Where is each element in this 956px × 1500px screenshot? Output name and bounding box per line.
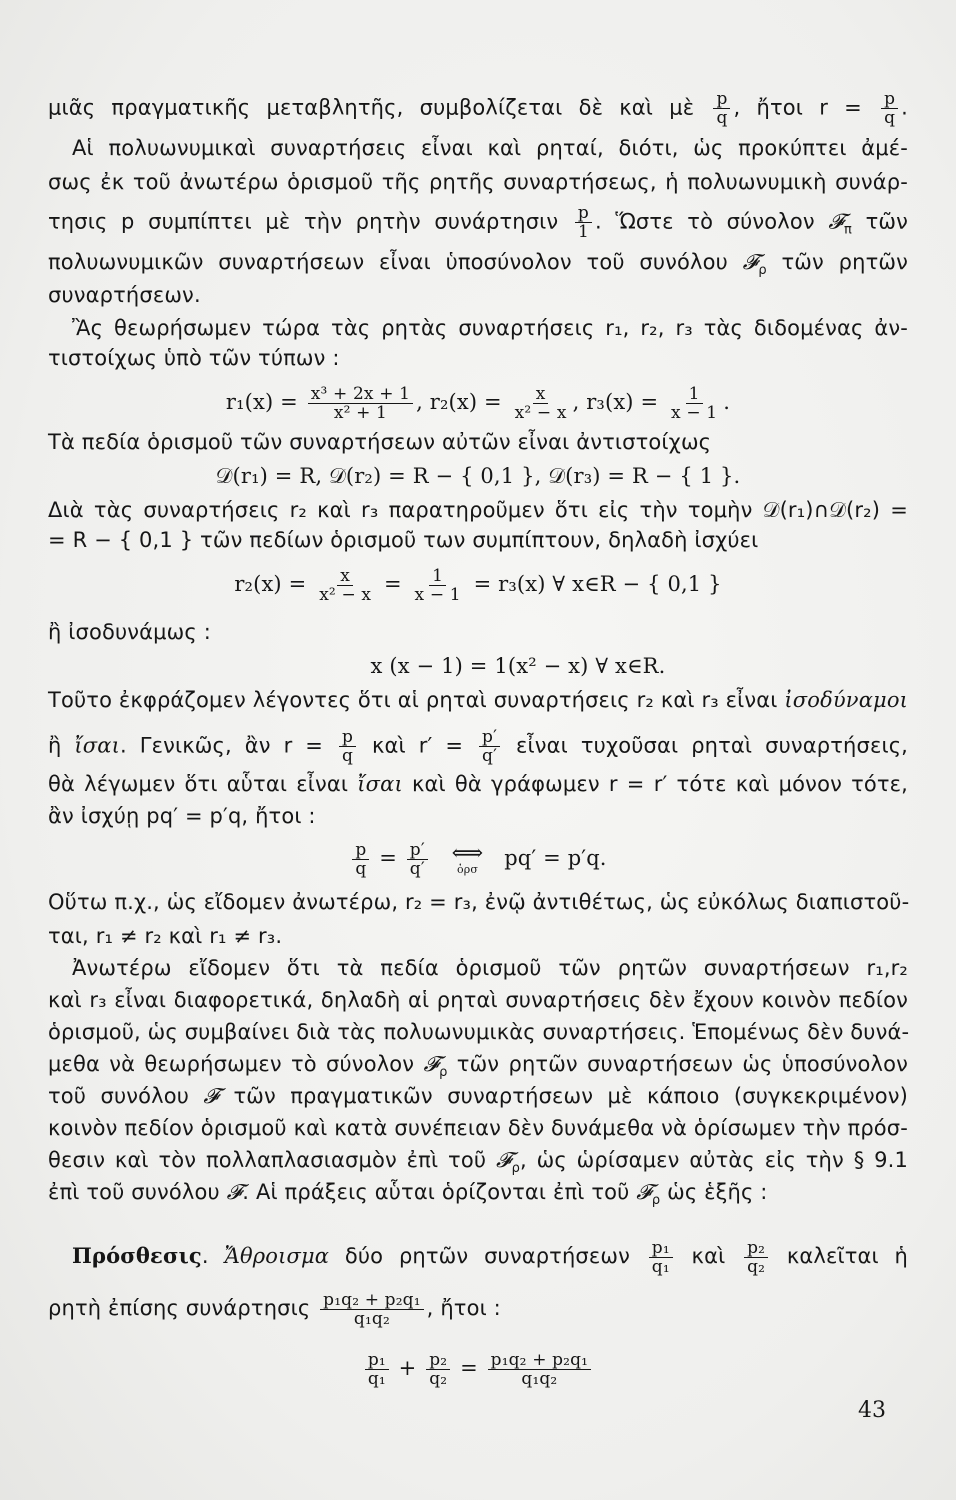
- fraction-x-over-x2-minus-x: [316, 567, 374, 604]
- denominator: q′: [409, 859, 425, 879]
- formula-r1-r2-r3: [48, 382, 908, 422]
- plus-sign: +: [391, 1356, 424, 1380]
- text-span: . Γενικῶς, ἂν r =: [120, 733, 336, 758]
- fraction-p1-q1: [649, 1239, 673, 1276]
- numerator: p: [575, 204, 592, 223]
- formula-text: r₂(x) =: [234, 572, 314, 596]
- fraction-p-q: [713, 90, 730, 127]
- subscript: π: [844, 222, 852, 238]
- italic-term: ἴσαι: [357, 772, 403, 796]
- text-span: ὡς ἑξῆς :: [660, 1180, 768, 1204]
- formula-text: = r₃(x) ∀ x∈R − { 0,1 }: [466, 572, 722, 596]
- text-span: εἶναι τυχοῦσαι ρηταὶ συναρτήσεις,: [503, 733, 908, 758]
- formula-equality-definition: [48, 836, 908, 880]
- fraction-p1-q1: [365, 1351, 389, 1388]
- text-span: τῶν πραγματικῶν συναρτήσεων μὲ κάποιο (συγκεκριμένον): [219, 1084, 908, 1108]
- text-line-25: καὶ r₃ εἶναι διαφορετικά, δηλαδὴ αἱ ρηταὶ συναρτήσεις δὲν ἔχουν κοινὸν πεδίον: [48, 988, 908, 1012]
- denominator: q₁q₂: [521, 1369, 558, 1389]
- period: .: [723, 390, 731, 414]
- text-span: Τοῦτο ἐκφράζομεν λέγοντες ὅτι αἱ ρηταὶ συναρτήσεις r₂ καὶ r₃ εἶναι: [48, 688, 785, 712]
- numerator: p₂: [744, 1239, 768, 1258]
- script-f-symbol: 𝓕: [226, 1180, 243, 1204]
- text-span: πολυωνυμικῶν συναρτήσεων εἶναι ὑποσύνολον τοῦ συνόλου: [48, 250, 743, 274]
- text-span: ἢ: [48, 733, 75, 758]
- text-span: καὶ: [675, 1244, 742, 1268]
- text-line-15: ἢ ἰσοδυνάμως :: [48, 620, 211, 644]
- denominator: x − 1: [414, 585, 461, 605]
- numerator: p′: [479, 728, 500, 747]
- text-line-31: [48, 1178, 908, 1215]
- text-span: τῶν ρητῶν: [766, 250, 908, 274]
- arrow-label: ὁρσ: [456, 862, 479, 876]
- equals-sign: =: [453, 1356, 485, 1380]
- script-f-symbol: 𝓕: [203, 1084, 220, 1108]
- text-line-2: Αἱ πολυωνυμικαὶ συναρτήσεις εἶναι καὶ ρηταί, διότι, ὡς προκύπτει ἀμέ-: [72, 136, 908, 160]
- text-line-6: συναρτήσεων.: [48, 283, 201, 307]
- subscript: ρ: [439, 1065, 448, 1081]
- numerator: x: [533, 385, 549, 404]
- numerator: p₁q₂ + p₂q₁: [320, 1291, 424, 1310]
- text-span: μεθα νὰ θεωρήσωμεν τὸ σύνολον: [48, 1052, 424, 1076]
- formula-domains: 𝒟(r₁) = R, 𝒟(r₂) = R − { 0,1 }, 𝒟(r₃) = R − { 1 }.: [215, 464, 741, 488]
- numerator: x: [337, 567, 353, 586]
- text-span: μιᾶς πραγματικῆς μεταβλητῆς, συμβολίζεται δὲ καὶ μὲ: [48, 95, 711, 120]
- formula-text: =: [372, 846, 404, 870]
- text-line-4: [48, 204, 908, 245]
- text-line-12: Διὰ τὰς συναρτήσεις r₂ καὶ r₃ παρατηροῦμεν ὅτι εἰς τὴν τομὴν 𝒟(r₁)∩𝒟(r₂) =: [48, 498, 908, 522]
- double-arrow-icon: ⟺: [451, 840, 484, 866]
- text-line-23: ται, r₁ ≠ r₂ καὶ r₁ ≠ r₃.: [48, 924, 283, 948]
- script-f-symbol: 𝓕: [495, 1148, 512, 1172]
- text-line-22: Οὕτω π.χ., ὡς εἴδομεν ἀνωτέρω, r₂ = r₃, ἐνῷ ἀντιθέτως, ὡς εὐκόλως διαπιστοῦ-: [48, 890, 910, 914]
- script-f-symbol: 𝓕: [742, 250, 759, 274]
- fraction-pprime-qprime: [479, 728, 500, 765]
- fraction-pprime-qprime: [407, 841, 428, 878]
- text-span: ρητὴ ἐπίσης συνάρτησις: [48, 1296, 318, 1320]
- page-number: 43: [858, 1398, 886, 1423]
- fraction-sum: [488, 1351, 592, 1388]
- numerator: 1: [686, 385, 703, 404]
- text-span: . Αἱ πράξεις αὗται ὁρίζονται ἐπὶ τοῦ: [242, 1180, 637, 1204]
- denominator: q₁: [651, 1256, 670, 1277]
- italic-term: ἴσαι: [74, 733, 120, 758]
- numerator: p: [881, 90, 898, 109]
- text-line-13: = R − { 0,1 } τῶν πεδίων ὁρισμοῦ των συμπίπτουν, δηλαδὴ ἰσχύει: [48, 528, 759, 552]
- text-line-7: Ἂς θεωρήσωμεν τώρα τὰς ρητὰς συναρτήσεις r₁, r₂, r₃ τὰς διδομένας ἀν-: [72, 316, 908, 340]
- denominator: q₂: [429, 1369, 448, 1389]
- text-span: τῶν: [852, 209, 908, 234]
- text-span: , ἤτοι r =: [733, 95, 879, 120]
- fraction-p-q: [339, 728, 356, 765]
- fraction-p-q: [881, 90, 898, 127]
- text-span: , ὡς ὡρίσαμεν αὐτὰς εἰς τὴν § 9.1: [520, 1148, 909, 1172]
- fraction-p2-q2: [744, 1239, 768, 1276]
- fraction-1-over-x-minus-1: [412, 567, 464, 604]
- denominator: q: [342, 746, 354, 766]
- text-line-26: ὁρισμοῦ, ὡς συμβαίνει διὰ τὰς πολυωνυμικὰς συναρτήσεις. Ἑπομένως δὲν δυνά-: [48, 1020, 910, 1044]
- fraction-sum: [320, 1291, 424, 1328]
- subscript: ρ: [758, 263, 767, 279]
- text-span: τῶν ρητῶν συναρτήσεων ὡς ὑποσύνολον: [447, 1052, 908, 1076]
- denominator: x² − x: [319, 585, 372, 605]
- fraction-r3: [668, 385, 720, 422]
- numerator: p: [339, 728, 356, 747]
- italic-term: Ἄθροισμα: [224, 1244, 330, 1268]
- text-span: .: [201, 1244, 225, 1268]
- text-line-3: σως ἐκ τοῦ ἀνωτέρω ὁρισμοῦ τῆς ρητῆς συναρτήσεως, ἡ πολυωνυμικὴ συνάρ-: [48, 170, 908, 194]
- denominator: q₁q₂: [353, 1308, 390, 1329]
- text-span: τησις p συμπίπτει μὲ τὴν ρητὴν συνάρτησιν: [48, 209, 572, 234]
- text-line-5: [48, 248, 908, 285]
- numerator: p: [713, 90, 730, 109]
- text-line-20: ἂν ἰσχύῃ pq′ = p′q, ἤτοι :: [48, 804, 316, 828]
- formula-sum-definition: [48, 1346, 908, 1390]
- denominator: q: [884, 108, 896, 128]
- denominator: 1: [577, 222, 589, 242]
- text-span: ἐπὶ τοῦ συνόλου: [48, 1180, 227, 1204]
- denominator: x² − x: [514, 403, 567, 423]
- fraction-r1: [308, 385, 413, 422]
- script-f-symbol: 𝓕: [636, 1180, 652, 1204]
- text-line-18: [48, 728, 908, 765]
- numerator: x³ + 2x + 1: [308, 385, 413, 404]
- formula-text: , r₃(x) =: [572, 390, 666, 414]
- text-line-33: [48, 1288, 908, 1328]
- text-span: καὶ θὰ γράφωμεν r = r′ τότε καὶ μόνον τότε,: [402, 772, 908, 796]
- text-line-1: [48, 90, 908, 127]
- fraction-p2-q2: [426, 1351, 450, 1388]
- denominator: q: [355, 859, 367, 879]
- text-span: θεσιν καὶ τὸν πολλαπλασιασμὸν ἐπὶ τοῦ: [48, 1148, 496, 1172]
- text-span: καὶ r′ =: [359, 733, 477, 758]
- formula-r2-equals-r3: [48, 562, 908, 606]
- text-span: καλεῖται ἡ: [771, 1244, 909, 1268]
- denominator: q′: [482, 746, 498, 766]
- fraction-p-1: [575, 204, 592, 241]
- numerator: p₁: [365, 1351, 389, 1370]
- text-line-17: [48, 686, 908, 714]
- section-heading: Πρόσθεσις: [72, 1243, 202, 1268]
- text-line-28: [48, 1082, 908, 1110]
- numerator: p₁q₂ + p₂q₁: [488, 1351, 592, 1370]
- text-line-10: Τὰ πεδία ὁρισμοῦ τῶν συναρτήσεων αὐτῶν εἶναι ἀντιστοίχως: [48, 430, 712, 454]
- subscript: ρ: [511, 1161, 521, 1177]
- formula-text: , r₂(x) =: [416, 390, 509, 414]
- formula-text: pq′ = p′q.: [504, 846, 607, 870]
- period: .: [901, 95, 908, 120]
- numerator: 1: [429, 567, 446, 586]
- italic-term: ἰσοδύναμοι: [784, 688, 908, 712]
- fraction-p-q: [352, 841, 369, 878]
- text-span: τοῦ συνόλου: [48, 1084, 204, 1108]
- denominator: x − 1: [671, 403, 718, 423]
- text-line-8: τιστοίχως ὑπὸ τῶν τύπων :: [48, 346, 340, 370]
- numerator: p₁: [649, 1239, 673, 1258]
- text-line-24: Ἀνωτέρω εἴδομεν ὅτι τὰ πεδία ὁρισμοῦ τῶν ρητῶν συναρτήσεων r₁,r₂: [72, 956, 908, 980]
- numerator: p: [352, 841, 369, 860]
- numerator: p₂: [426, 1351, 450, 1370]
- text-line-32: [72, 1236, 908, 1276]
- script-f-symbol: 𝓕: [423, 1052, 440, 1076]
- denominator: x² + 1: [333, 403, 388, 423]
- text-span: δύο ρητῶν συναρτήσεων: [329, 1244, 646, 1268]
- text-line-19: [48, 770, 908, 798]
- equivalence-arrow: [451, 840, 484, 876]
- denominator: q: [716, 108, 728, 128]
- denominator: q₁: [367, 1369, 386, 1389]
- subscript: ρ: [651, 1193, 661, 1209]
- formula-text: =: [377, 572, 409, 596]
- text-span: θὰ λέγωμεν ὅτι αὗται εἶναι: [48, 772, 358, 796]
- formula-equivalence: x (x − 1) = 1(x² − x) ∀ x∈R.: [370, 654, 666, 678]
- denominator: q₂: [747, 1256, 766, 1277]
- text-span: . Ὥστε τὸ σύνολον: [594, 209, 829, 234]
- formula-text: r₁(x) =: [225, 390, 305, 414]
- script-f-symbol: 𝓕: [828, 209, 845, 234]
- fraction-r2: [512, 385, 570, 422]
- numerator: p′: [407, 841, 428, 860]
- text-line-29: κοινὸν πεδίον ὁρισμοῦ καὶ κατὰ συνέπειαν δὲν δυνάμεθα νὰ ὁρίσωμεν τὴν πρόσ-: [48, 1116, 908, 1140]
- text-span: , ἤτοι :: [426, 1296, 501, 1320]
